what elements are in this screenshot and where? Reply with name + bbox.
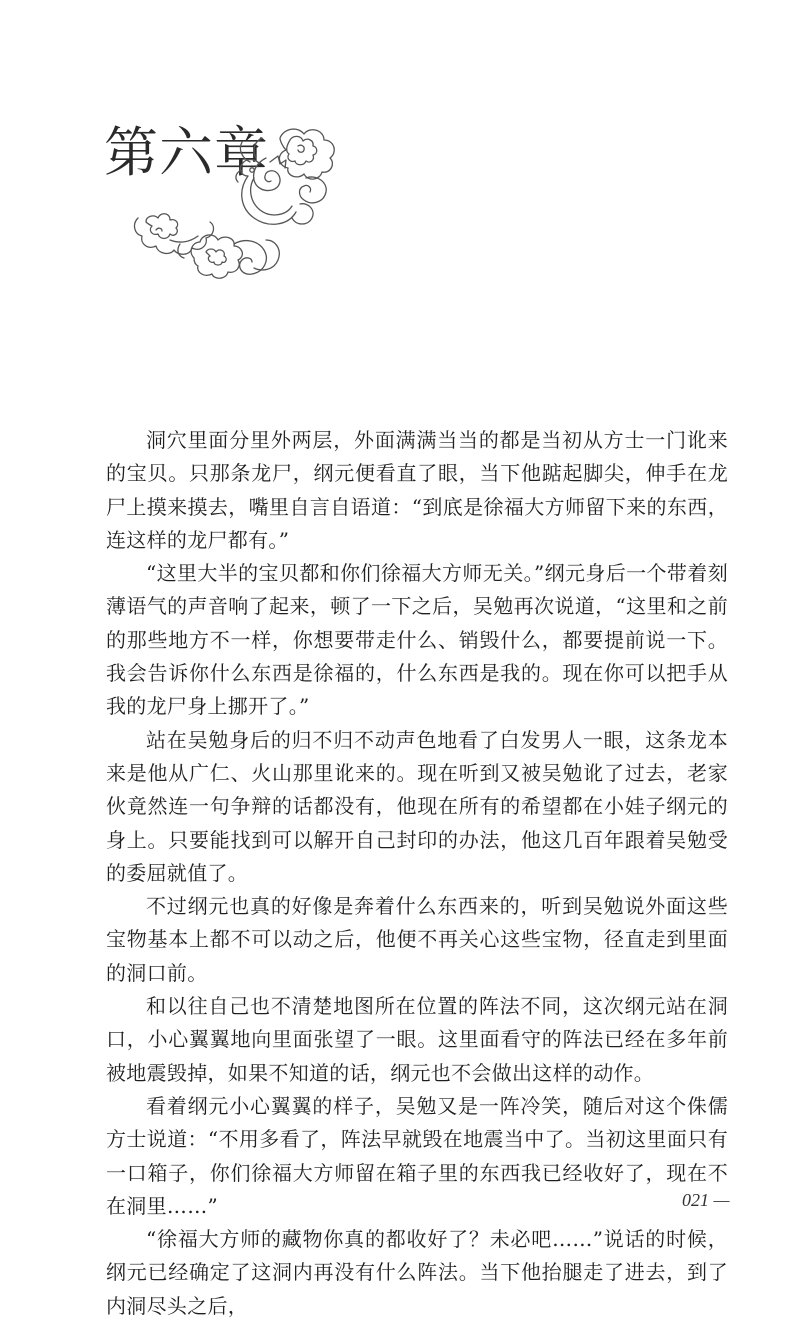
page-number: 021 —: [682, 1190, 730, 1210]
paragraph: 和以往自己也不清楚地图所在位置的阵法不同，这次纲元站在洞口，小心翼翼地向里面张望了一眼。这里面看守的阵法已经在多年前被地震毁掉，如果不知道的话，纲元也不会做出这样的动作。: [106, 994, 728, 1085]
body-text: [106, 424, 728, 1323]
dragon-cloud-ornament-icon: [130, 118, 340, 290]
paragraph: 看着纲元小心翼翼的样子，吴勉又是一阵冷笑，随后对这个侏儒方士说道：“不用多看了，阵法早就毁在地震当中了。当初这里面只有一口箱子，你们徐福大方师留在箱子里的东西我已经收好了，现在不在洞里……”: [106, 1093, 728, 1218]
paragraph: 站在吴勉身后的归不归不动声色地看了白发男人一眼，这条龙本来是他从广仁、火山那里讹来的。现在听到又被吴勉讹了过去，老家伙竟然连一句争辩的话都没有，他现在所有的希望都在小娃子纲元的身上。只要能找到可以解开自己封印的办法，他这几百年跟着吴勉受的委屈就值了。: [106, 727, 728, 885]
paragraph: “这里大半的宝贝都和你们徐福大方师无关。”纲元身后一个带着刻薄语气的声音响了起来，顿了一下之后，吴勉再次说道，“这里和之前的那些地方不一样，你想要带走什么、销毁什么，都要提前说一下。我会告诉你什么东西是徐福的，什么东西是我的。现在你可以把手从我的龙尸身上挪开了。”: [106, 561, 728, 719]
paragraph: 不过纲元也真的好像是奔着什么东西来的，听到吴勉说外面这些宝物基本上都不可以动之后，他便不再关心这些宝物，径直走到里面的洞口前。: [106, 894, 728, 985]
paragraph: “徐福大方师的藏物你真的都收好了？未必吧……”说话的时候，纲元已经确定了这洞内再没有什么阵法。当下他抬腿走了进去，到了内洞尽头之后，: [106, 1227, 728, 1318]
paragraph: 洞穴里面分里外两层，外面满满当当的都是当初从方士一门讹来的宝贝。只那条龙尸，纲元便看直了眼，当下他踮起脚尖，伸手在龙尸上摸来摸去，嘴里自言自语道：“到底是徐福大方师留下来的东西，连这样的龙尸都有。”: [106, 428, 728, 552]
chapter-title: 第六章: [104, 121, 269, 184]
